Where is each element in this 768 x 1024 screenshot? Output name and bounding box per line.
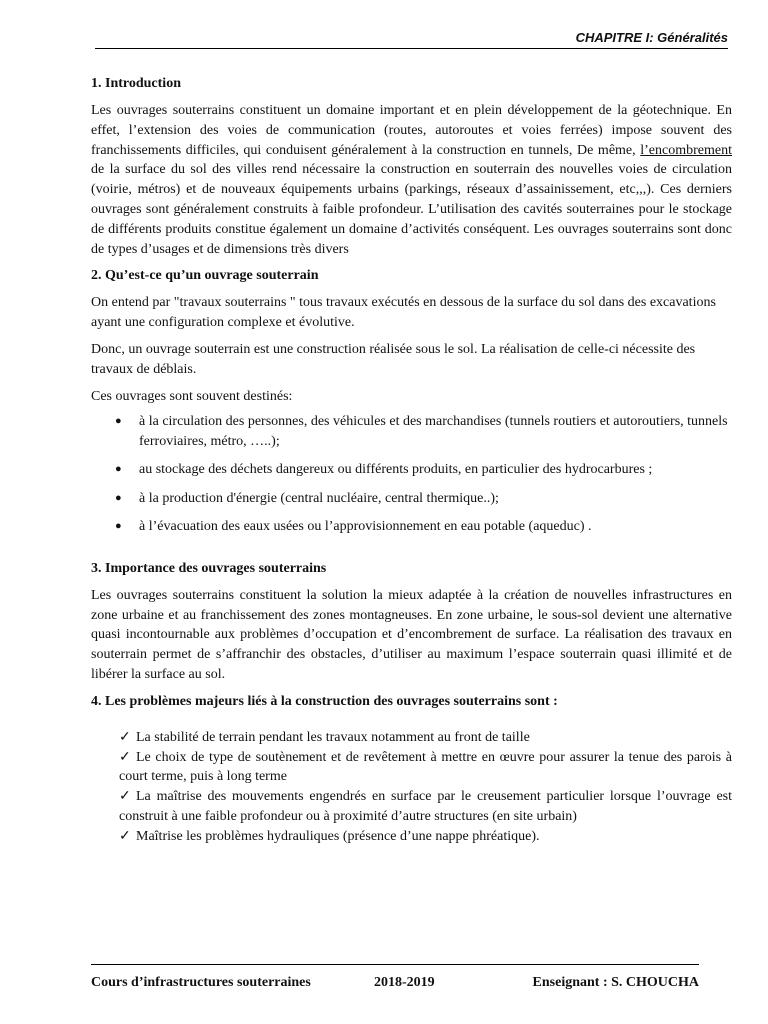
list-item	[91, 489, 732, 509]
list-item	[119, 728, 732, 748]
list-item-text: La maîtrise des mouvements engendrés en surface par le creusement particulier lorsque l’ouvrage est construit à une faible profondeur ou à proximité d’autre structures (en site urbain)	[119, 789, 732, 825]
list-item	[119, 827, 732, 847]
footer-year: 2018-2019	[374, 975, 435, 990]
list-item-text: à la production d'énergie (central nucléaire, central thermique..);	[139, 490, 499, 506]
list-item-text: à l’évacuation des eaux usées ou l’approvisionnement en eau potable (aqueduc) .	[139, 519, 592, 535]
section-1-paragraph	[91, 101, 732, 259]
footer-course: Cours d’infrastructures souterraines	[91, 975, 311, 990]
checkmark-icon: ✓	[119, 828, 131, 844]
section-2-paragraph-3: Ces ouvrages sont souvent destinés:	[91, 388, 293, 404]
page-footer	[91, 964, 699, 990]
section-3-paragraph: Les ouvrages souterrains constituent la solution la mieux adaptée à la création de nouvelles infrastructures en zone urbaine et au franchissement des zones montagneuses. En zone urbaine, le sous-sol devient une alternative quasi incontournable aux problèmes d’occupation et d’encombrement de surface. La réalisation des travaux en souterrain permet de s’affranchir des obstacles, d’utiliser au maximum l’espace souterrain quasi illimité et de libérer la surface au sol.	[91, 587, 732, 683]
list-item-text: Maîtrise les problèmes hydrauliques (présence d’une nappe phréatique).	[136, 828, 540, 844]
intro-text-a: Les ouvrages souterrains constituent un domaine important et en plein développement de la géotechnique. En effet, l’extension des voies de communication (routes, autoroutes et voies ferrées) impose souvent des franchissements difficiles, qui conduisent généralement à la construction en tunnels, De même,	[91, 103, 732, 158]
footer-teacher: Enseignant : S. CHOUCHA	[532, 975, 699, 990]
list-item	[91, 517, 732, 537]
list-item-text: La stabilité de terrain pendant les travaux notamment au front de taille	[136, 729, 530, 745]
list-item-text: au stockage des déchets dangereux ou différents produits, en particulier des hydrocarbures ;	[139, 462, 653, 478]
underlined-word: l’encombrement	[640, 142, 732, 158]
bullet-icon: ●	[115, 415, 122, 428]
section-2-title: 2. Qu’est-ce qu’un ouvrage souterrain	[91, 268, 319, 284]
bullet-icon: ●	[115, 491, 122, 504]
section-2-paragraph-1: On entend par "travaux souterrains " tous travaux exécutés en dessous de la surface du sol dans des excavations ayant une configuration complexe et évolutive.	[91, 295, 716, 331]
bullet-icon: ●	[115, 520, 122, 533]
list-item	[119, 748, 732, 788]
section-4-title: 4. Les problèmes majeurs liés à la construction des ouvrages souterrains sont :	[91, 693, 558, 709]
checkmark-icon: ✓	[119, 789, 131, 805]
uses-list	[91, 412, 732, 537]
list-item	[91, 460, 732, 480]
document-body	[91, 68, 732, 847]
section-2-paragraph-2: Donc, un ouvrage souterrain est une construction réalisée sous le sol. La réalisation de celle-ci nécessite des travaux de déblais.	[91, 341, 696, 377]
list-item-text: à la circulation des personnes, des véhicules et des marchandises (tunnels routiers et autoroutiers, tunnels ferroviaires, métro, …..);	[139, 414, 728, 449]
list-item-text: Le choix de type de soutènement et de revêtement à mettre en œuvre pour assurer la tenue des parois à court terme, puis à long terme	[119, 749, 732, 785]
section-3-title: 3. Importance des ouvrages souterrains	[91, 560, 327, 576]
checkmark-icon: ✓	[119, 749, 131, 765]
bullet-icon: ●	[115, 463, 122, 476]
section-1-title: 1. Introduction	[91, 76, 181, 91]
checkmark-icon: ✓	[119, 729, 131, 745]
problems-list	[91, 728, 732, 847]
list-item	[91, 412, 732, 451]
chapter-header: CHAPITRE I: Généralités	[95, 30, 728, 49]
list-item	[119, 787, 732, 827]
intro-text-b: de la surface du sol des villes rend nécessaire la construction en souterrain des nouvelles voies de circulation (voirie, métros) et de nouveaux équipements urbains (parkings, réseaux d’assainissement, etc,,,). Ces derniers ouvrages sont généralement construits à faible profondeur. L’utilisation des cavités souterraines pour le stockage de différents produits constitue également un domaine d’activités conséquent. Les ouvrages souterrains sont donc de types d’usages et de dimensions très divers	[91, 162, 732, 257]
